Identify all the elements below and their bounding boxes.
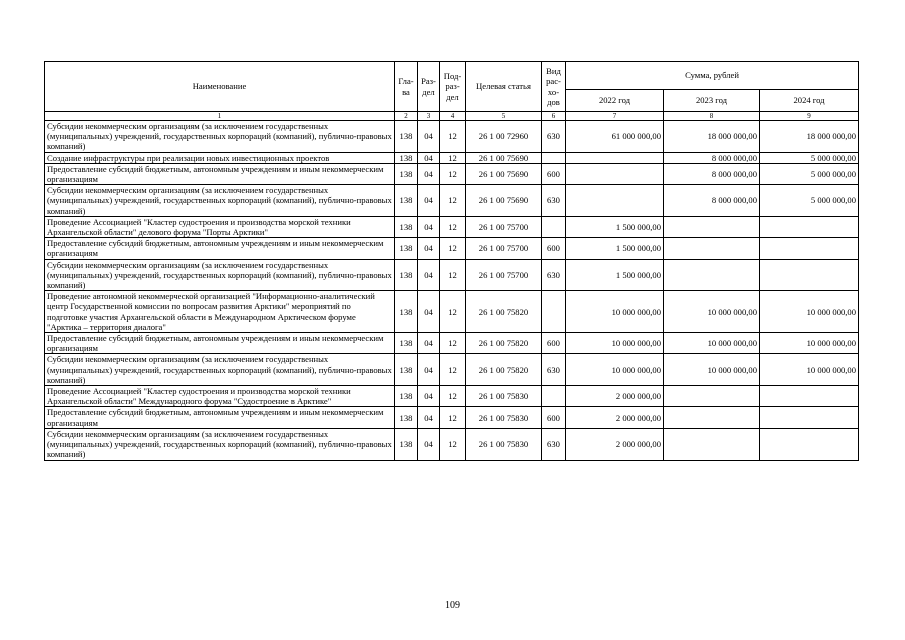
row-glava: 138 [395, 333, 418, 354]
row-target: 26 1 00 75830 [466, 407, 542, 428]
table-row [45, 152, 859, 163]
row-glava: 138 [395, 259, 418, 291]
header-2022: 2022 год [566, 90, 664, 112]
row-glava: 138 [395, 407, 418, 428]
row-sum-2024: 5 000 000,00 [760, 163, 859, 184]
row-target: 26 1 00 75830 [466, 386, 542, 407]
row-podrazdel: 12 [440, 407, 466, 428]
row-sum-2024: 10 000 000,00 [760, 354, 859, 386]
row-name: Предоставление субсидий бюджетным, автономным учреждениям и иным некоммерческим организациям [45, 407, 395, 428]
row-sum-2023: 18 000 000,00 [664, 121, 760, 153]
table-row [45, 407, 859, 428]
row-sum-2022: 2 000 000,00 [566, 407, 664, 428]
row-glava: 138 [395, 216, 418, 237]
column-number: 8 [664, 112, 760, 121]
row-sum-2022: 10 000 000,00 [566, 291, 664, 333]
row-vid [542, 386, 566, 407]
row-name: Проведение Ассоциацией "Кластер судостроения и производства морской техники Архангельской области" Международного форума "Судостроение в Арктике" [45, 386, 395, 407]
row-sum-2023 [664, 386, 760, 407]
row-vid: 600 [542, 238, 566, 259]
row-target: 26 1 00 75700 [466, 259, 542, 291]
row-razdel: 04 [418, 163, 440, 184]
row-target: 26 1 00 75820 [466, 354, 542, 386]
row-vid: 630 [542, 354, 566, 386]
row-vid: 630 [542, 428, 566, 460]
row-sum-2023 [664, 259, 760, 291]
header-podrazdel: Под-раз-дел [440, 62, 466, 112]
row-sum-2022: 2 000 000,00 [566, 428, 664, 460]
row-sum-2023: 10 000 000,00 [664, 354, 760, 386]
header-target: Целевая статья [466, 62, 542, 112]
table-row [45, 291, 859, 333]
row-name: Субсидии некоммерческим организациям (за исключением государственных (муниципальных) учреждений, государственных корпораций (компаний), публично-правовых компаний) [45, 354, 395, 386]
table-row [45, 238, 859, 259]
page-number: 109 [445, 600, 460, 611]
row-glava: 138 [395, 386, 418, 407]
row-target: 26 1 00 75690 [466, 185, 542, 217]
row-sum-2022: 1 500 000,00 [566, 238, 664, 259]
row-name: Субсидии некоммерческим организациям (за исключением государственных (муниципальных) учреждений, государственных корпораций (компаний), публично-правовых компаний) [45, 185, 395, 217]
row-razdel: 04 [418, 407, 440, 428]
row-vid: 600 [542, 333, 566, 354]
row-razdel: 04 [418, 152, 440, 163]
row-sum-2023: 10 000 000,00 [664, 333, 760, 354]
row-sum-2022 [566, 152, 664, 163]
row-sum-2023 [664, 428, 760, 460]
header-razdel: Раз-дел [418, 62, 440, 112]
table-row [45, 216, 859, 237]
row-vid [542, 291, 566, 333]
row-sum-2023: 8 000 000,00 [664, 152, 760, 163]
row-vid [542, 216, 566, 237]
row-podrazdel: 12 [440, 185, 466, 217]
header-2023: 2023 год [664, 90, 760, 112]
row-sum-2024 [760, 386, 859, 407]
row-target: 26 1 00 75690 [466, 152, 542, 163]
table-row [45, 386, 859, 407]
table-row [45, 163, 859, 184]
row-sum-2024: 18 000 000,00 [760, 121, 859, 153]
table-row [45, 185, 859, 217]
row-sum-2023 [664, 407, 760, 428]
row-glava: 138 [395, 238, 418, 259]
row-sum-2024: 10 000 000,00 [760, 291, 859, 333]
budget-table [44, 61, 859, 461]
column-number: 4 [440, 112, 466, 121]
row-podrazdel: 12 [440, 163, 466, 184]
row-glava: 138 [395, 354, 418, 386]
row-sum-2022: 10 000 000,00 [566, 333, 664, 354]
row-sum-2022: 61 000 000,00 [566, 121, 664, 153]
row-sum-2022 [566, 163, 664, 184]
row-razdel: 04 [418, 259, 440, 291]
row-target: 26 1 00 75700 [466, 238, 542, 259]
row-name: Создание инфраструктуры при реализации новых инвестиционных проектов [45, 152, 395, 163]
row-sum-2022: 1 500 000,00 [566, 216, 664, 237]
row-sum-2024 [760, 238, 859, 259]
row-name: Предоставление субсидий бюджетным, автономным учреждениям и иным некоммерческим организациям [45, 238, 395, 259]
row-sum-2023: 10 000 000,00 [664, 291, 760, 333]
row-podrazdel: 12 [440, 354, 466, 386]
row-name: Субсидии некоммерческим организациям (за исключением государственных (муниципальных) учреждений, государственных корпораций (компаний), публично-правовых компаний) [45, 121, 395, 153]
header-vid: Вид рас-хо-дов [542, 62, 566, 112]
header-sum: Сумма, рублей [566, 62, 859, 90]
header-name: Наименование [45, 62, 395, 112]
row-podrazdel: 12 [440, 259, 466, 291]
column-number-row [45, 112, 859, 121]
row-sum-2024: 5 000 000,00 [760, 185, 859, 217]
row-razdel: 04 [418, 354, 440, 386]
row-sum-2023: 8 000 000,00 [664, 163, 760, 184]
column-number: 7 [566, 112, 664, 121]
table-row [45, 428, 859, 460]
row-razdel: 04 [418, 238, 440, 259]
row-name: Субсидии некоммерческим организациям (за исключением государственных (муниципальных) учреждений, государственных корпораций (компаний), публично-правовых компаний) [45, 259, 395, 291]
row-sum-2022: 1 500 000,00 [566, 259, 664, 291]
row-podrazdel: 12 [440, 238, 466, 259]
row-sum-2024: 10 000 000,00 [760, 333, 859, 354]
column-number: 9 [760, 112, 859, 121]
row-podrazdel: 12 [440, 428, 466, 460]
row-sum-2024 [760, 259, 859, 291]
row-razdel: 04 [418, 216, 440, 237]
row-sum-2024: 5 000 000,00 [760, 152, 859, 163]
row-sum-2022 [566, 185, 664, 217]
column-number: 3 [418, 112, 440, 121]
column-number: 6 [542, 112, 566, 121]
row-sum-2022: 10 000 000,00 [566, 354, 664, 386]
table-row [45, 333, 859, 354]
row-glava: 138 [395, 152, 418, 163]
row-vid [542, 152, 566, 163]
row-glava: 138 [395, 428, 418, 460]
row-podrazdel: 12 [440, 152, 466, 163]
row-sum-2023 [664, 216, 760, 237]
row-name: Проведение Ассоциацией "Кластер судостроения и производства морской техники Архангельской области" делового форума "Порты Арктики" [45, 216, 395, 237]
row-name: Проведение автономной некоммерческой организацией "Информационно-аналитический центр Государственной комиссии по вопросам развития Арктики" мероприятий по подготовке участия Архангельской области в Международном Арктическом форуме "Арктика – территория диалога" [45, 291, 395, 333]
row-glava: 138 [395, 291, 418, 333]
table-row [45, 259, 859, 291]
header-glava: Гла-ва [395, 62, 418, 112]
row-name: Субсидии некоммерческим организациям (за исключением государственных (муниципальных) учреждений, государственных корпораций (компаний), публично-правовых компаний) [45, 428, 395, 460]
row-podrazdel: 12 [440, 333, 466, 354]
row-sum-2023: 8 000 000,00 [664, 185, 760, 217]
row-sum-2024 [760, 428, 859, 460]
row-sum-2024 [760, 216, 859, 237]
table-body [45, 121, 859, 461]
row-razdel: 04 [418, 386, 440, 407]
row-podrazdel: 12 [440, 386, 466, 407]
row-podrazdel: 12 [440, 291, 466, 333]
row-razdel: 04 [418, 333, 440, 354]
row-vid: 600 [542, 407, 566, 428]
row-razdel: 04 [418, 121, 440, 153]
row-razdel: 04 [418, 291, 440, 333]
row-target: 26 1 00 75690 [466, 163, 542, 184]
row-glava: 138 [395, 163, 418, 184]
column-number: 1 [45, 112, 395, 121]
column-number: 2 [395, 112, 418, 121]
row-podrazdel: 12 [440, 121, 466, 153]
row-name: Предоставление субсидий бюджетным, автономным учреждениям и иным некоммерческим организациям [45, 333, 395, 354]
row-target: 26 1 00 72960 [466, 121, 542, 153]
table-row [45, 121, 859, 153]
row-sum-2022: 2 000 000,00 [566, 386, 664, 407]
row-razdel: 04 [418, 428, 440, 460]
row-podrazdel: 12 [440, 216, 466, 237]
row-name: Предоставление субсидий бюджетным, автономным учреждениям и иным некоммерческим организациям [45, 163, 395, 184]
row-vid: 600 [542, 163, 566, 184]
row-sum-2023 [664, 238, 760, 259]
row-target: 26 1 00 75820 [466, 333, 542, 354]
row-razdel: 04 [418, 185, 440, 217]
row-glava: 138 [395, 185, 418, 217]
row-target: 26 1 00 75700 [466, 216, 542, 237]
row-target: 26 1 00 75830 [466, 428, 542, 460]
row-vid: 630 [542, 121, 566, 153]
column-number: 5 [466, 112, 542, 121]
row-vid: 630 [542, 259, 566, 291]
row-target: 26 1 00 75820 [466, 291, 542, 333]
table-row [45, 354, 859, 386]
row-glava: 138 [395, 121, 418, 153]
row-vid: 630 [542, 185, 566, 217]
row-sum-2024 [760, 407, 859, 428]
header-2024: 2024 год [760, 90, 859, 112]
